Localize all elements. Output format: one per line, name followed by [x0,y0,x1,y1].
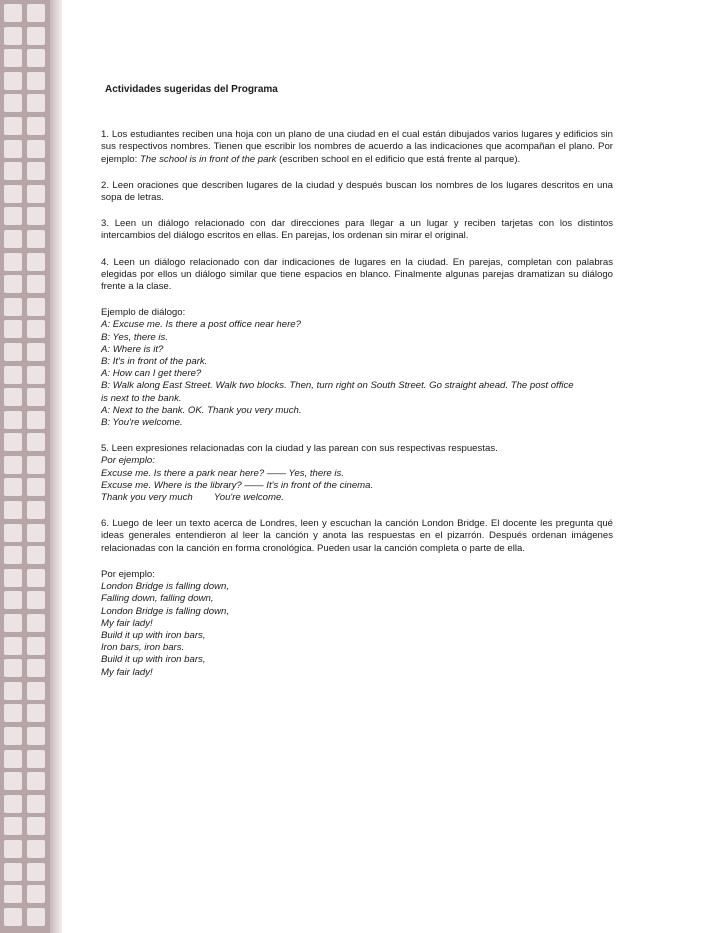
activity-1-example-es: (escriben school en el edificio que está frente al parque). [279,153,521,165]
border-square [27,591,45,609]
document-body [101,84,613,693]
border-square [4,591,22,609]
border-square [27,343,45,361]
border-square [4,275,22,293]
activity-1-text: 1. Los estudiantes reciben una hoja con un plano de una ciudad en el cual están dibujados varios lugares y edificios sin sus respectivos nombres. Tienen que escribir los nombres de acuerdo a las indicaciones que acompañan el plano. Por ejemplo: [101,129,613,165]
border-square [4,433,22,451]
border-square [4,207,22,225]
border-square [4,795,22,813]
dialogue-line: B: Walk along East Street. Walk two blocks. Then, turn right on South Street. Go straight ahead. The post office [101,380,574,392]
border-square [27,659,45,677]
dialogue-line: B: You're welcome. [101,417,183,429]
activity-6: 6. Luego de leer un texto acerca de Londres, leen y escuchan la canción London Bridge. El docente les pregunta qué ideas generales entendieron al leer la canción y anota las respuestas en el pizarrón. Después ordenan imágenes relacionadas con la canción en forma cronológica. Pueden usar la canción completa o parte de ella. [101,518,613,554]
border-square [27,546,45,564]
dialogue-example [101,307,613,429]
border-square [27,637,45,655]
border-square [27,501,45,519]
song-line: Falling down, falling down, [101,593,214,605]
border-square [27,411,45,429]
border-square [27,569,45,587]
border-square [27,795,45,813]
border-square [4,524,22,542]
border-square [4,546,22,564]
border-square [4,185,22,203]
border-square [4,253,22,271]
expression-pair: Excuse me. Where is the library? —— It's in front of the cinema. [101,479,374,491]
border-square [27,253,45,271]
dialogue-line: B: It's in front of the park. [101,356,208,368]
border-square [27,140,45,158]
song-heading: Por ejemplo: [101,568,155,580]
song-line: My fair lady! [101,617,153,629]
border-square [27,207,45,225]
expression-pair: Thank you very much You're welcome. [101,492,284,504]
border-square [4,659,22,677]
decorative-border-strip [0,0,62,933]
activity-3: 3. Leen un diálogo relacionado con dar direcciones para llegar a un lugar y reciben tarjetas con los distintos intercambios del diálogo escritos en ellas. En parejas, los ordenan sin mirar el original. [101,218,613,242]
border-squares-right [27,4,45,930]
border-square [4,388,22,406]
song-line: Build it up with iron bars, [101,629,206,641]
border-square [4,614,22,632]
border-square [27,388,45,406]
border-square [27,478,45,496]
activity-2: 2. Leen oraciones que describen lugares de la ciudad y después buscan los nombres de los lugares descritos en una sopa de letras. [101,179,613,204]
border-square [4,478,22,496]
activity-1-example-en: The school is in front of the park [139,153,277,165]
border-square [4,49,22,67]
border-square [4,863,22,881]
border-square [4,569,22,587]
border-square [4,772,22,790]
activity-1 [101,129,613,166]
activity-5-heading: Por ejemplo: [101,455,155,467]
border-squares-left [4,4,22,930]
border-square [27,840,45,858]
song-line: Iron bars, iron bars. [101,642,185,654]
border-square [27,27,45,45]
border-square [27,185,45,203]
border-square [4,94,22,112]
dialogue-line: A: How can I get there? [101,368,202,380]
border-square [4,727,22,745]
border-square [4,750,22,768]
dialogue-line: B: Yes, there is. [101,331,169,343]
border-square [27,230,45,248]
song-line: My fair lady! [101,666,153,678]
activity-4: 4. Leen un diálogo relacionado con dar indicaciones de lugares en la ciudad. En parejas, completan con palabras elegidas por ellos un diálogo similar que tiene espacios en blanco. Finalmente algunas parejas dramatizan su diálogo frente a la clase. [101,256,613,293]
border-square [27,117,45,135]
border-square [4,27,22,45]
song-example [101,569,613,679]
border-square [27,863,45,881]
border-square [27,162,45,180]
border-square [4,230,22,248]
border-square [4,162,22,180]
song-line: London Bridge is falling down, [101,605,230,617]
border-square [27,298,45,316]
border-square [4,4,22,22]
border-square [27,727,45,745]
border-square [27,908,45,926]
dialogue-heading: Ejemplo de diálogo: [101,307,186,319]
border-square [4,140,22,158]
border-square [4,704,22,722]
activity-5 [101,443,613,504]
border-square [4,682,22,700]
border-square [27,772,45,790]
border-square [27,320,45,338]
border-square [27,456,45,474]
border-square [4,320,22,338]
border-square [27,885,45,903]
border-square [4,817,22,835]
border-square [4,411,22,429]
border-square [4,366,22,384]
border-square [27,366,45,384]
border-square [27,275,45,293]
dialogue-line: is next to the bank. [101,392,182,404]
border-square [27,49,45,67]
dialogue-line: A: Next to the bank. OK. Thank you very much. [101,404,302,416]
border-square [27,94,45,112]
border-square [27,750,45,768]
dialogue-line: A: Where is it? [101,343,164,355]
border-square [4,456,22,474]
border-square [4,840,22,858]
border-edge [50,0,62,933]
border-square [4,501,22,519]
expression-pair: Excuse me. Is there a park near here? —— Yes, there is. [101,467,344,479]
border-square [4,908,22,926]
border-square [4,637,22,655]
border-square [27,524,45,542]
border-square [4,885,22,903]
border-square [27,704,45,722]
border-square [4,298,22,316]
activity-5-text: 5. Leen expresiones relacionadas con la ciudad y las parean con sus respectivas respuestas. [101,443,498,455]
border-square [4,117,22,135]
song-line: London Bridge is falling down, [101,581,230,593]
border-square [27,72,45,90]
page-title: Actividades sugeridas del Programa [105,84,278,95]
border-square [27,682,45,700]
border-square [27,4,45,22]
border-square [27,433,45,451]
border-square [4,343,22,361]
song-line: Build it up with iron bars, [101,654,206,666]
dialogue-line: A: Excuse me. Is there a post office near here? [101,319,301,331]
border-square [27,614,45,632]
border-square [27,817,45,835]
border-square [4,72,22,90]
